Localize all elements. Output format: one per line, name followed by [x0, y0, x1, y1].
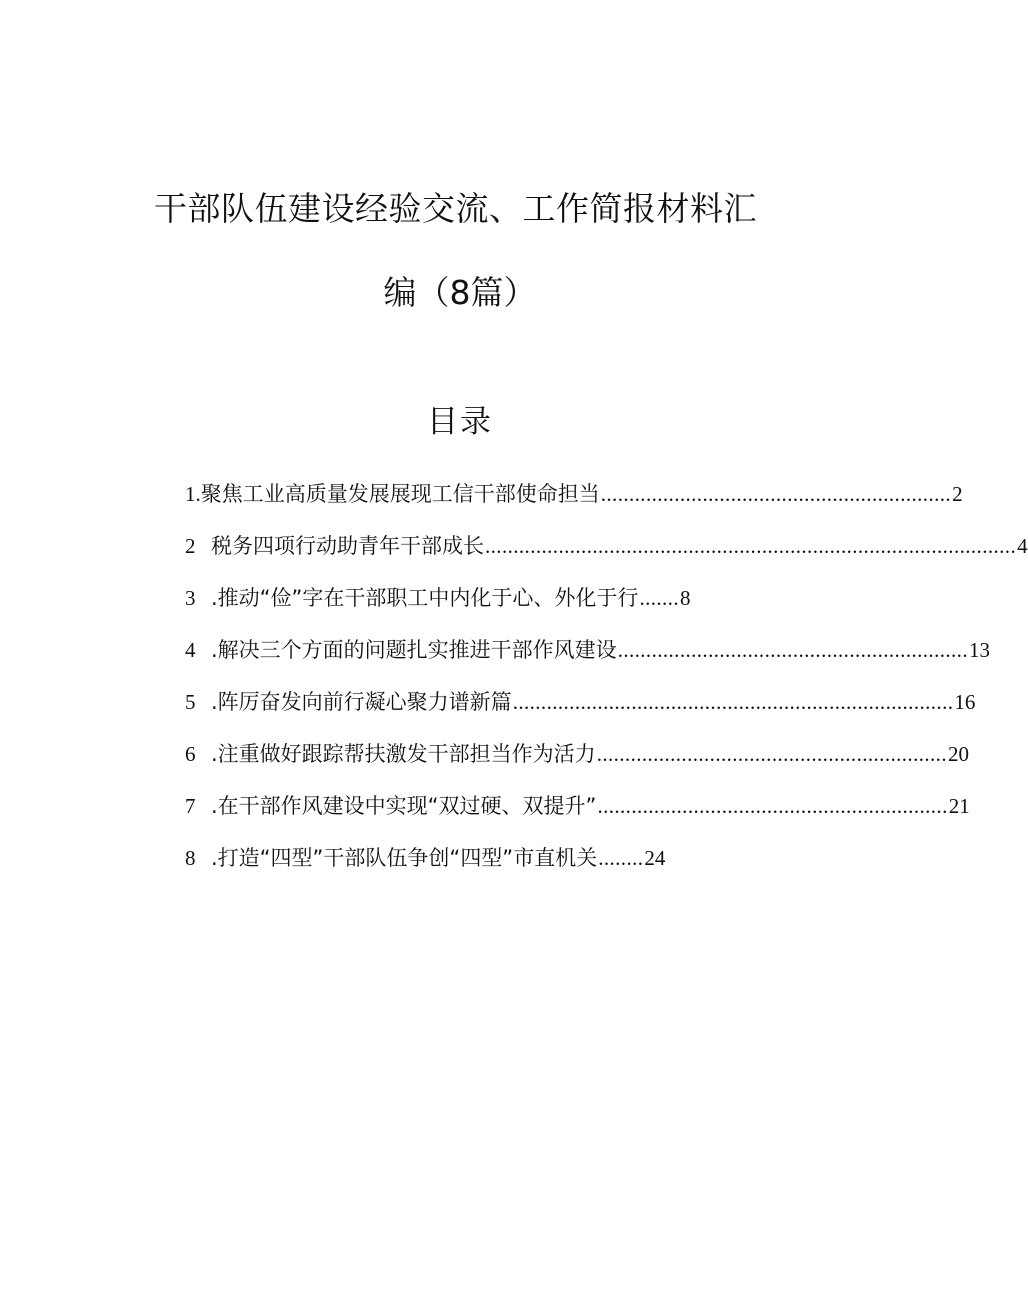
- toc-entry-3: [185, 580, 775, 632]
- toc-entry-page: 4: [1017, 534, 1028, 558]
- document-title-line1: 干部队伍建设经验交流、工作简报材料汇: [154, 189, 757, 228]
- toc-entry-page: 8: [680, 586, 691, 610]
- toc-leader-dots: ..............................................................: [617, 638, 968, 662]
- toc-leader-dots: ..............................................................: [597, 794, 948, 818]
- toc-entry-page: 21: [948, 794, 970, 818]
- toc-entry-5: [185, 684, 976, 736]
- toc-entry-title: .阵厉奋发向前行凝心聚力谱新篇: [211, 690, 512, 714]
- toc-entry-number: 7: [185, 794, 196, 818]
- table-of-contents: [185, 476, 1028, 892]
- toc-leader-dots: ..............................................................................................: [485, 534, 1017, 558]
- toc-entry-title: .推动“俭”字在干部职工中内化于心、外化于行: [211, 586, 639, 610]
- toc-entry-title: .解决三个方面的问题扎实推进干部作风建设: [211, 638, 617, 662]
- toc-entry-number: 1.: [185, 482, 201, 506]
- toc-entry-page: 20: [948, 742, 969, 766]
- toc-entry-2: [185, 528, 1028, 580]
- toc-heading: 目录: [427, 404, 493, 440]
- document-title-line2: 编（8篇）: [383, 273, 537, 312]
- toc-leader-dots: ..............................................................: [600, 482, 952, 506]
- toc-entry-number: 8: [185, 846, 196, 870]
- toc-leader-dots: ........: [598, 846, 644, 870]
- toc-leader-dots: ..............................................................................: [512, 690, 954, 714]
- toc-entry-8: [185, 840, 775, 892]
- toc-entry-page: 16: [954, 690, 976, 714]
- toc-entry-7: [185, 788, 970, 840]
- toc-entry-page: 2: [952, 482, 963, 506]
- toc-entry-page: 13: [969, 638, 990, 662]
- toc-entry-title: .在干部作风建设中实现“双过硬、双提升”: [211, 794, 597, 818]
- toc-entry-6: [185, 736, 969, 788]
- toc-leader-dots: .......: [639, 586, 679, 610]
- toc-entry-number: 6: [185, 742, 196, 766]
- toc-entry-number: 2: [185, 534, 196, 558]
- toc-entry-page: 24: [644, 846, 666, 870]
- toc-entry-title: .打造“四型”干部队伍争创“四型”市直机关: [211, 846, 598, 870]
- toc-entry-number: 5: [185, 690, 196, 714]
- toc-entry-title: .注重做好跟踪帮扶激发干部担当作为活力: [211, 742, 596, 766]
- toc-entry-1: [185, 476, 963, 528]
- toc-entry-4: [185, 632, 990, 684]
- toc-entry-number: 4: [185, 638, 196, 662]
- toc-entry-number: 3: [185, 586, 196, 610]
- toc-entry-title: 聚焦工业高质量发展展现工信干部使命担当: [200, 482, 600, 506]
- toc-entry-title: 税务四项行动助青年干部成长: [211, 534, 484, 558]
- toc-leader-dots: ..............................................................: [596, 742, 947, 766]
